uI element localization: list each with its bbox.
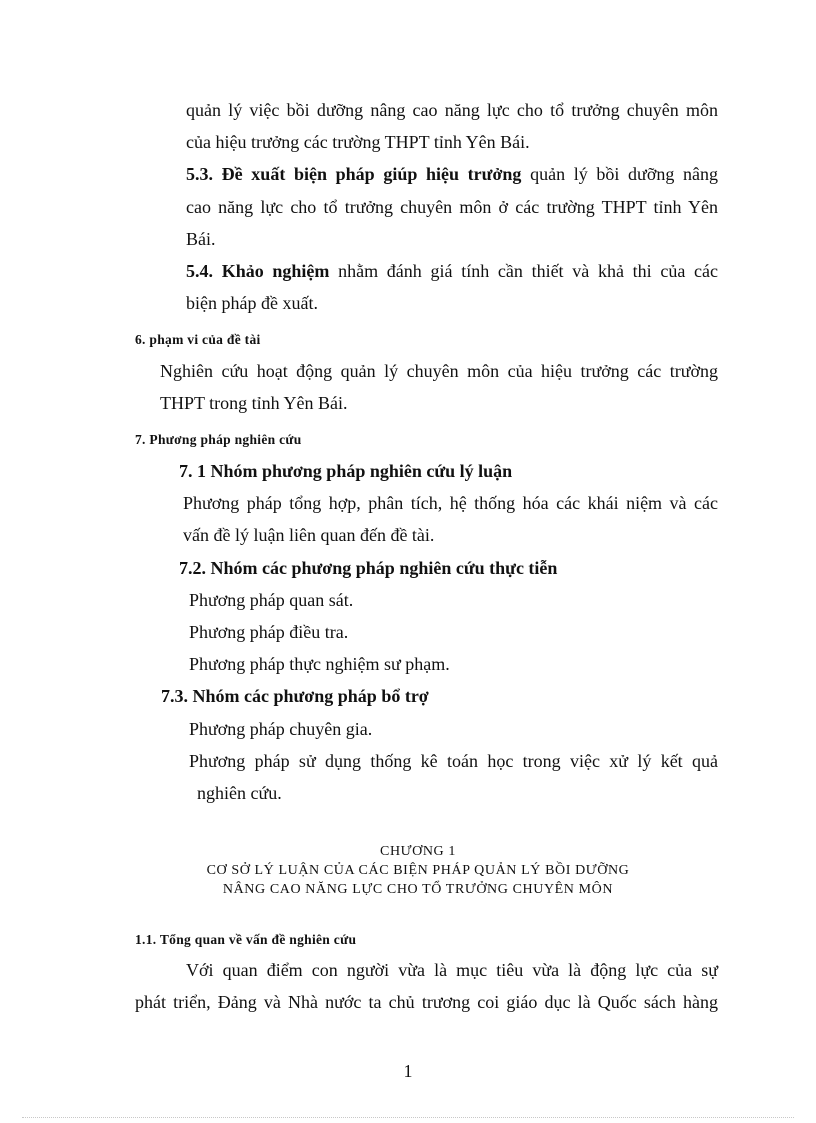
list-item: Phương pháp sử dụng thống kê toán học trong việc xử lý kết quả <box>189 751 718 771</box>
paragraph-line: vấn đề lý luận liên quan đến đề tài. <box>183 525 435 545</box>
paragraph-line: Nghiên cứu hoạt động quản lý chuyên môn của hiệu trưởng các trường <box>160 361 718 381</box>
page-break-divider <box>22 1117 794 1118</box>
list-item: Phương pháp điều tra. <box>189 622 349 642</box>
paragraph-line: quản lý việc bồi dưỡng nâng cao năng lực cho tổ trưởng chuyên môn <box>186 100 718 120</box>
chapter-title-line-2: NÂNG CAO NĂNG LỰC CHO TỔ TRƯỞNG CHUYÊN MÔN <box>222 882 614 897</box>
section-5-3 <box>186 163 718 185</box>
list-item: nghiên cứu. <box>197 783 282 803</box>
paragraph-line: Bái. <box>186 229 216 249</box>
section-1-1-heading: 1.1. Tổng quan về vấn đề nghiên cứu <box>135 932 357 947</box>
section-7-3-heading: 7.3. Nhóm các phương pháp bổ trợ <box>161 686 429 706</box>
page-number: 1 <box>403 1061 413 1081</box>
section-5-4-text: nhằm đánh giá tính cần thiết và khả thi của các <box>329 261 718 281</box>
section-5-4 <box>186 260 718 282</box>
section-5-3-text: quản lý bồi dưỡng nâng <box>521 164 718 184</box>
paragraph-line: cao năng lực cho tổ trưởng chuyên môn ở các trường THPT tỉnh Yên <box>186 197 718 217</box>
paragraph-line: THPT trong tỉnh Yên Bái. <box>160 393 348 413</box>
list-item: Phương pháp thực nghiệm sư phạm. <box>189 654 450 674</box>
paragraph-line: của hiệu trưởng các trường THPT tỉnh Yên Bái. <box>186 132 530 152</box>
list-item: Phương pháp chuyên gia. <box>189 719 373 739</box>
chapter-number: CHƯƠNG 1 <box>380 844 456 859</box>
paragraph-line: biện pháp đề xuất. <box>186 293 318 313</box>
list-item: Phương pháp quan sát. <box>189 590 354 610</box>
section-6-heading: 6. phạm vi của đề tài <box>135 332 261 347</box>
section-5-3-heading: 5.3. Đề xuất biện pháp giúp hiệu trưởng <box>186 164 522 184</box>
section-7-1-heading: 7. 1 Nhóm phương pháp nghiên cứu lý luận <box>179 461 513 481</box>
paragraph-line: Với quan điểm con người vừa là mục tiêu vừa là động lực của sự <box>186 960 718 980</box>
section-5-4-heading: 5.4. Khảo nghiệm <box>186 261 330 281</box>
section-7-2-heading: 7.2. Nhóm các phương pháp nghiên cứu thực tiễn <box>179 558 558 578</box>
section-7-heading: 7. Phương pháp nghiên cứu <box>135 432 302 447</box>
paragraph-line: phát triển, Đảng và Nhà nước ta chủ trương coi giáo dục là Quốc sách hàng <box>135 992 718 1012</box>
chapter-title-line-1: CƠ SỞ LÝ LUẬN CỦA CÁC BIỆN PHÁP QUẢN LÝ BỒI DƯỠNG <box>206 863 630 878</box>
paragraph-line: Phương pháp tổng hợp, phân tích, hệ thống hóa các khái niệm và các <box>183 493 718 513</box>
